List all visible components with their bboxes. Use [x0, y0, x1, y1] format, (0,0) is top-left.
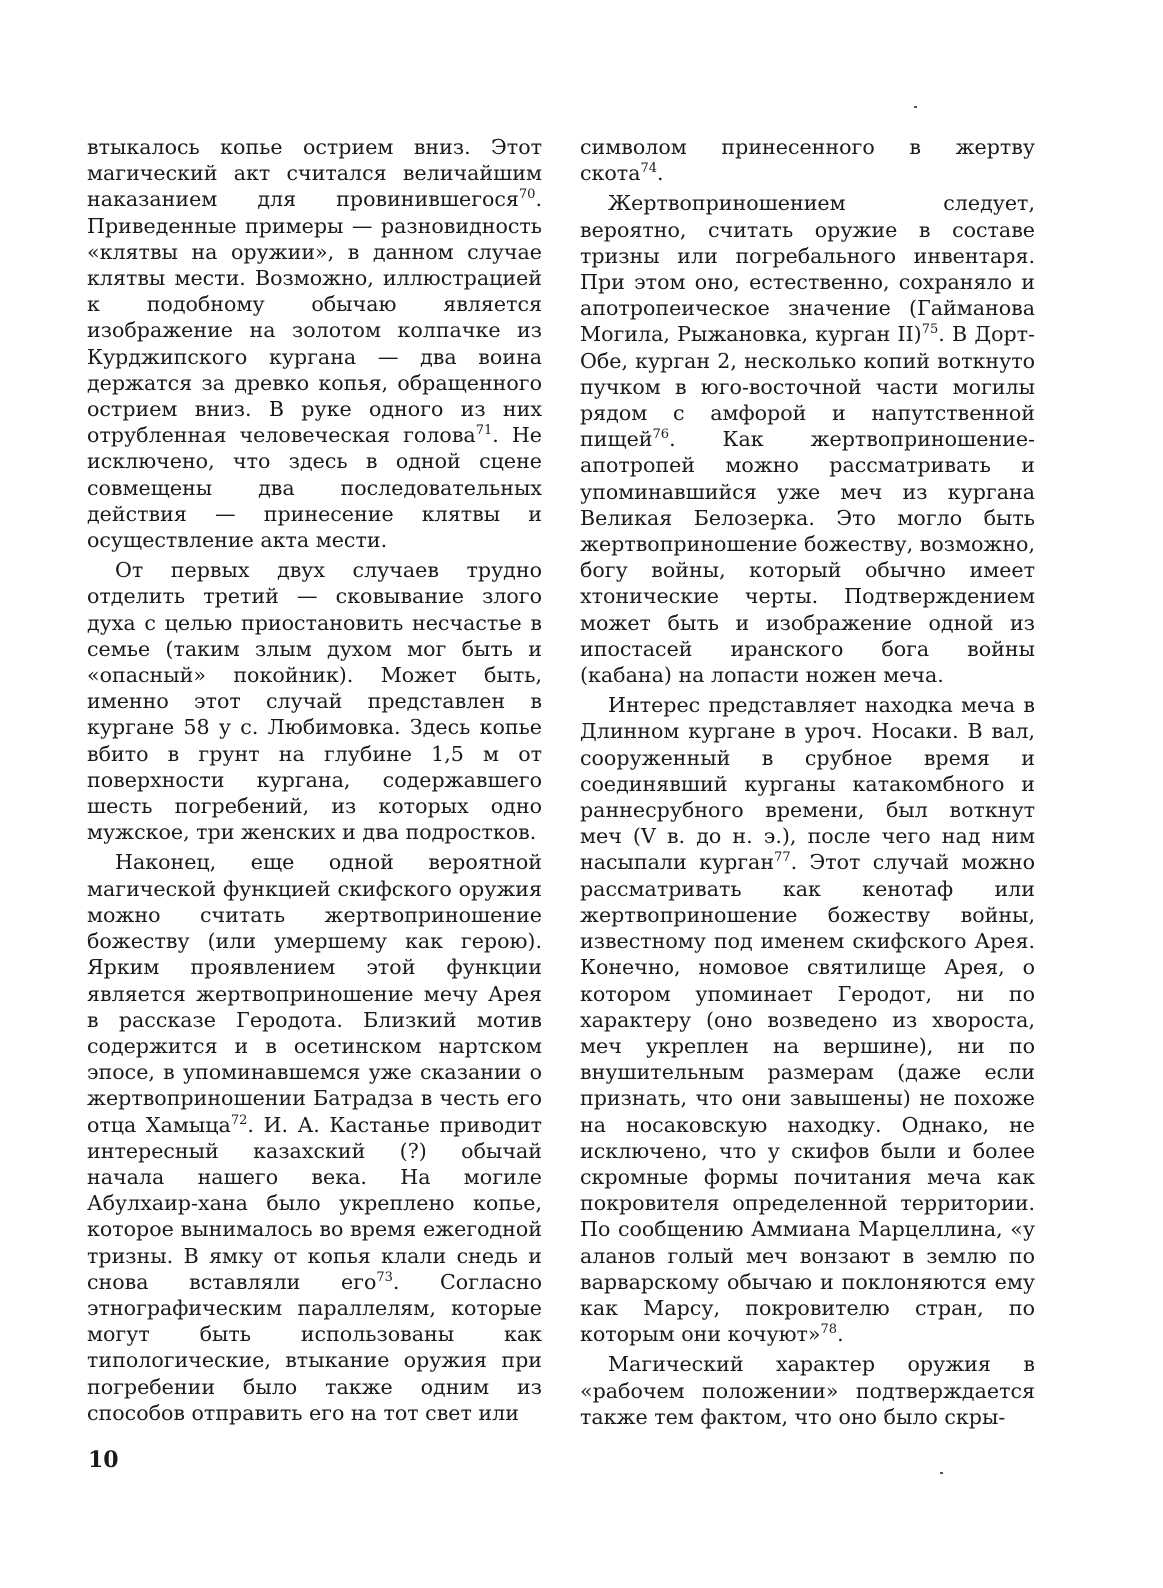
paragraph-oath-on-weapon: втыкалось копье острием вниз. Этот магический акт считался величайшим наказанием для провинившегося$^{70}$. Приведенные примеры — разновидность «клятвы на оружии», в данном случае клятвы мести. Возможно, иллюстрацией к подобному обычаю является изображение на золотом колпачке из Курджипского кургана — два воина держатся за древко копья, обращенного острием вниз. В руке одного из них отрубленная человеческая голова$^{71}$. Не исключено, что здесь в одной сцене совмещены два последовательных действия — принесение клятвы и осуществление акта мести.	[87, 135, 542, 553]
paragraph-working-position: Магический характер оружия в «рабочем положении» подтверждается также тем фактом, что оно было скры-	[580, 1352, 1035, 1429]
footnote-ref-75: 75	[921, 322, 939, 338]
scan-speck	[914, 106, 917, 108]
footnote-ref-76: 76	[652, 427, 670, 443]
paragraph-sacrifice: Наконец, еще одной вероятной магической функцией скифского оружия можно считать жертвоприношение божеству (или умершему как герою). Ярким проявлением этой функции является жертвоприношение мечу Арея в рассказе Геродота. Близкий мотив содержится и в осетинском нартском эпосе, в упоминавшемся уже сказании о жертвоприношении Батрадза в честь его отца Хамыца$^{72}$. И. А. Кастанье приводит интересный казахский (?) обычай начала нашего века. На могиле Абулхаир-хана было укреплено копье, которое вынималось во время ежегодной тризны. В ямку от копья клали снедь и снова вставляли его$^{73}$. Согласно этнографическим параллелям, которые могут быть использованы как типологические, втыкание оружия при погребении было также одним из способов отправить его на тот свет или	[87, 850, 542, 1425]
footnote-ref-73: 73	[376, 1269, 393, 1285]
scan-speck	[940, 1472, 943, 1474]
footnote-ref-70: 70	[518, 187, 536, 203]
paragraph-evil-spirit: От первых двух случаев трудно отделить третий — сковывание злого духа с целью приостановить несчастье в семье (таким злым духом мог быть и «опасный» покойник). Может быть, именно этот случай представлен в кургане 58 у с. Любимовка. Здесь копье вбито в грунт на глубине 1,5 м от поверхности кургана, содержавшего шесть погребений, из которых одно мужское, три женских и два подростков.	[87, 558, 542, 845]
paragraph-nosaki-sword: Интерес представляет находка меча в Длинном кургане в уроч. Носаки. В вал, сооруженный в срубное время и соединявший курганы катакомбного и раннесрубного времени, был воткнут меч (V в. до н. э.), после чего над ним насыпали курган$^{77}$. Этот случай можно рассматривать как кенотаф или жертвоприношение божеству войны, известному под именем скифского Арея. Конечно, номовое святилище Арея, о котором упоминает Геродот, ни по характеру (оно возведено из хвороста, меч укреплен на вершине), ни по внушительным размерам (даже если признать, что они завышены) не похоже на носаковскую находку. Однако, не исключено, что у скифов были и более скромные формы почитания меча как покровителя определенной территории. По сообщению Аммиана Марцеллина, «у аланов голый меч вонзают в землю по варварскому обычаю и поклоняются ему как Марсу, покровителю стран, по которым они кочуют»$^{78}$.	[580, 693, 1035, 1347]
footnote-ref-74: 74	[640, 161, 658, 177]
paragraph-trizna-inventory: Жертвоприношением следует, вероятно, считать оружие в составе тризны или погребального инвентаря. При этом оно, естественно, сохраняло и апотропеическое значение (Гайманова Могила, Рыжановка, курган II)$^{75}$. В Дорт-Обе, курган 2, несколько копий воткнуто пучком в юго-восточной части могилы рядом с амфорой и напутственной пищей$^{76}$. Как жертвоприношение-апотропей можно рассматривать и упоминавшийся уже меч из кургана Великая Белозерка. Это могло быть жертвоприношение божеству, возможно, богу войны, который обычно имеет хтонические черты. Подтверждением может быть и изображение одной из ипостасей иранского бога войны (кабана) на лопасти ножен меча.	[580, 191, 1036, 688]
footnote-ref-77: 77	[774, 850, 791, 866]
footnote-ref-78: 78	[820, 1322, 838, 1338]
paragraph-continuation: символом принесенного в жертву скота$^{74}$.	[580, 135, 1035, 186]
footnote-ref-71: 71	[475, 423, 493, 439]
right-column	[580, 134, 1035, 1430]
footnote-ref-72: 72	[230, 1112, 248, 1128]
page-number: 10	[88, 1447, 119, 1473]
left-column	[87, 134, 542, 1426]
